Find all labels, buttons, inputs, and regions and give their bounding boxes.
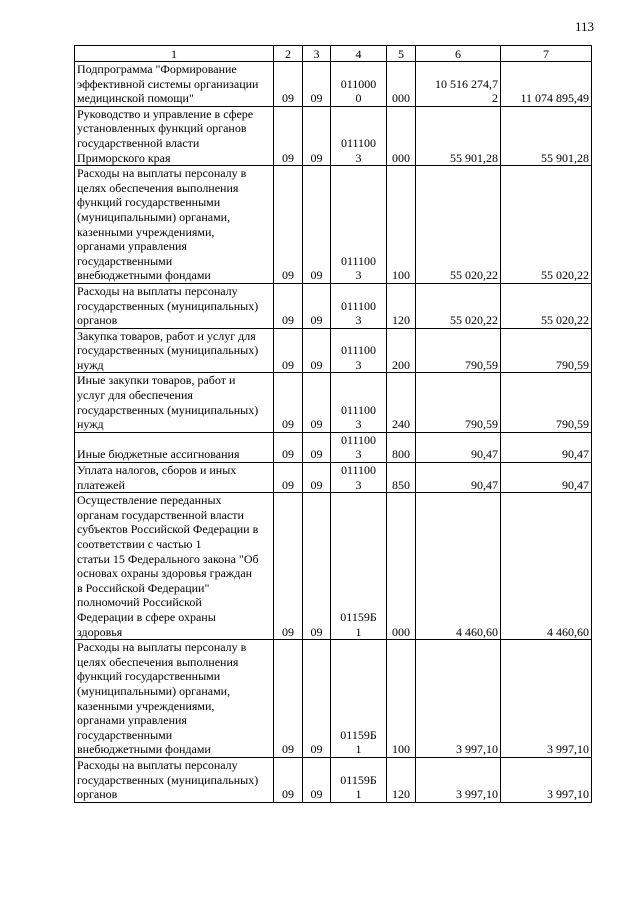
row-target-article: 011100 3 xyxy=(331,283,387,328)
row-amount-year2: 11 074 895,49 xyxy=(501,62,592,107)
table-row xyxy=(75,283,592,328)
row-target-article: 011100 3 xyxy=(331,328,387,373)
row-amount-year1: 4 460,60 xyxy=(416,493,501,640)
table-row xyxy=(75,432,592,462)
row-amount-year1: 90,47 xyxy=(416,432,501,462)
row-name: Руководство и управление в сфере установленных функций органов государственной власти Приморского края xyxy=(75,106,274,165)
table-row xyxy=(75,62,592,107)
row-section: 09 xyxy=(274,493,303,640)
row-target-article: 011100 3 xyxy=(331,432,387,462)
row-name: Расходы на выплаты персоналу в целях обеспечения выполнения функций государственными (муниципальными) органами, казенными учреждениями, органами управления государственными внебюджетными фондами xyxy=(75,640,274,758)
row-section: 09 xyxy=(274,373,303,432)
row-expense-type: 120 xyxy=(387,283,416,328)
row-expense-type: 000 xyxy=(387,493,416,640)
row-target-article: 01159Б 1 xyxy=(331,640,387,758)
row-section: 09 xyxy=(274,283,303,328)
row-amount-year2: 3 997,10 xyxy=(501,757,592,802)
row-name: Расходы на выплаты персоналу государственных (муниципальных) органов xyxy=(75,757,274,802)
row-amount-year1: 55 020,22 xyxy=(416,283,501,328)
row-amount-year1: 790,59 xyxy=(416,373,501,432)
row-target-article: 011100 3 xyxy=(331,106,387,165)
row-amount-year2: 90,47 xyxy=(501,463,592,493)
row-name: Уплата налогов, сборов и иных платежей xyxy=(75,463,274,493)
row-section: 09 xyxy=(274,757,303,802)
row-amount-year1: 790,59 xyxy=(416,328,501,373)
table-body xyxy=(75,62,592,803)
row-amount-year2: 790,59 xyxy=(501,328,592,373)
row-amount-year2: 55 901,28 xyxy=(501,106,592,165)
row-expense-type: 100 xyxy=(387,640,416,758)
row-subsection: 09 xyxy=(303,757,331,802)
row-subsection: 09 xyxy=(303,62,331,107)
row-amount-year2: 4 460,60 xyxy=(501,493,592,640)
row-name: Расходы на выплаты персоналу в целях обеспечения выполнения функций государственными (муниципальными) органами, казенными учреждениями, органами управления государственными внебюджетными фондами xyxy=(75,166,274,284)
row-name: Закупка товаров, работ и услуг для государственных (муниципальных) нужд xyxy=(75,328,274,373)
row-target-article: 011100 3 xyxy=(331,166,387,284)
row-subsection: 09 xyxy=(303,328,331,373)
row-target-article: 011000 0 xyxy=(331,62,387,107)
row-amount-year2: 3 997,10 xyxy=(501,640,592,758)
row-name: Расходы на выплаты персоналу государственных (муниципальных) органов xyxy=(75,283,274,328)
row-subsection: 09 xyxy=(303,640,331,758)
row-amount-year1: 55 020,22 xyxy=(416,166,501,284)
column-header-subsection: 3 xyxy=(303,46,331,62)
row-section: 09 xyxy=(274,62,303,107)
row-section: 09 xyxy=(274,166,303,284)
table-row xyxy=(75,493,592,640)
column-header-amount-year1: 6 xyxy=(416,46,501,62)
row-expense-type: 000 xyxy=(387,62,416,107)
table-row xyxy=(75,106,592,165)
row-subsection: 09 xyxy=(303,493,331,640)
row-section: 09 xyxy=(274,640,303,758)
row-expense-type: 120 xyxy=(387,757,416,802)
row-amount-year2: 90,47 xyxy=(501,432,592,462)
column-header-amount-year2: 7 xyxy=(501,46,592,62)
row-subsection: 09 xyxy=(303,463,331,493)
row-expense-type: 800 xyxy=(387,432,416,462)
row-amount-year1: 90,47 xyxy=(416,463,501,493)
row-target-article: 011100 3 xyxy=(331,373,387,432)
row-expense-type: 000 xyxy=(387,106,416,165)
row-section: 09 xyxy=(274,463,303,493)
row-amount-year1: 3 997,10 xyxy=(416,640,501,758)
row-target-article: 01159Б 1 xyxy=(331,757,387,802)
row-amount-year1: 55 901,28 xyxy=(416,106,501,165)
row-subsection: 09 xyxy=(303,283,331,328)
row-subsection: 09 xyxy=(303,432,331,462)
table-row xyxy=(75,463,592,493)
row-amount-year2: 55 020,22 xyxy=(501,283,592,328)
budget-table xyxy=(74,45,592,803)
row-subsection: 09 xyxy=(303,166,331,284)
row-section: 09 xyxy=(274,328,303,373)
column-header-name: 1 xyxy=(75,46,274,62)
row-name: Осуществление переданных органам государственной власти субъектов Российской Федерации в соответствии с частью 1 статьи 15 Федерального закона "Об основах охраны здоровья граждан в Российской Федерации" полномочий Российской Федерации в сфере охраны здоровья xyxy=(75,493,274,640)
row-expense-type: 850 xyxy=(387,463,416,493)
row-amount-year1: 3 997,10 xyxy=(416,757,501,802)
row-section: 09 xyxy=(274,432,303,462)
row-target-article: 01159Б 1 xyxy=(331,493,387,640)
header-row xyxy=(75,46,592,62)
row-amount-year2: 55 020,22 xyxy=(501,166,592,284)
row-amount-year1: 10 516 274,7 2 xyxy=(416,62,501,107)
row-expense-type: 240 xyxy=(387,373,416,432)
row-name: Подпрограмма "Формирование эффективной системы организации медицинской помощи" xyxy=(75,62,274,107)
row-subsection: 09 xyxy=(303,106,331,165)
page-number: 113 xyxy=(574,19,594,34)
column-header-section: 2 xyxy=(274,46,303,62)
row-expense-type: 100 xyxy=(387,166,416,284)
table-row xyxy=(75,640,592,758)
row-name: Иные закупки товаров, работ и услуг для обеспечения государственных (муниципальных) нужд xyxy=(75,373,274,432)
column-header-target-article: 4 xyxy=(331,46,387,62)
table-row xyxy=(75,166,592,284)
row-name: Иные бюджетные ассигнования xyxy=(75,432,274,462)
row-subsection: 09 xyxy=(303,373,331,432)
row-section: 09 xyxy=(274,106,303,165)
table-row xyxy=(75,757,592,802)
row-target-article: 011100 3 xyxy=(331,463,387,493)
row-amount-year2: 790,59 xyxy=(501,373,592,432)
column-header-expense-type: 5 xyxy=(387,46,416,62)
table-row xyxy=(75,328,592,373)
row-expense-type: 200 xyxy=(387,328,416,373)
table-row xyxy=(75,373,592,432)
